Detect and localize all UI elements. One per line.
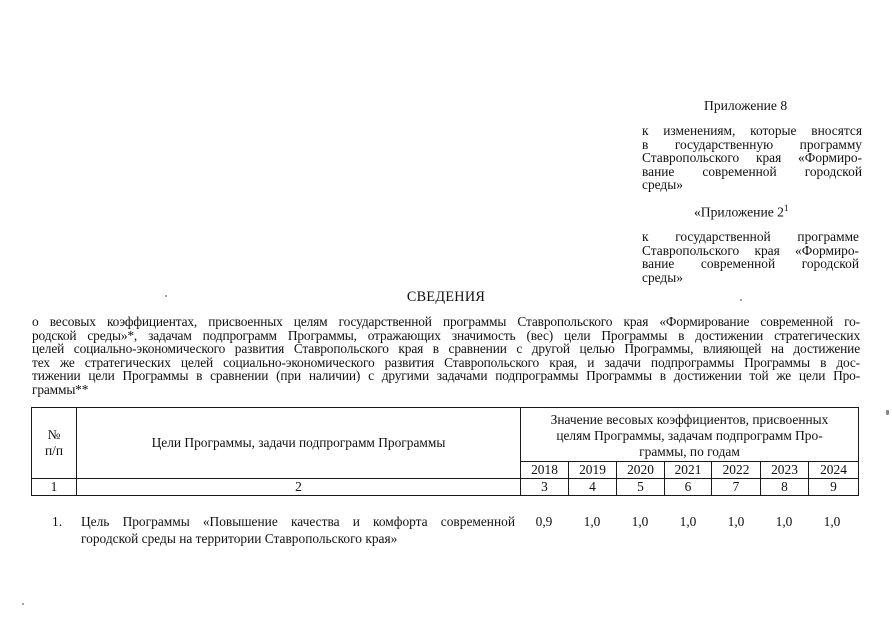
- weights-header-line: целям Программы, задачам подпрограмм Про-: [556, 427, 823, 443]
- intro-line: целей социально-экономического развития Ставропольского края в сравнении с другой целью Программы, влияющей на достижение: [32, 341, 860, 357]
- year-header: 2018: [521, 462, 569, 479]
- amendment-line: к изменениям, которые вносятся: [642, 123, 862, 138]
- weights-table-header: [31, 407, 859, 496]
- row-value-2023: 1,0: [775, 514, 793, 529]
- row-value-2020: 1,0: [631, 514, 649, 529]
- year-header: 2023: [761, 462, 809, 479]
- row-value-2019: 1,0: [583, 514, 601, 529]
- amendment-line: в государственную программу: [642, 136, 862, 152]
- program-reference-line: вание современной городской: [642, 256, 859, 272]
- appendix-title: Приложение 8: [704, 98, 788, 113]
- program-reference-line: среды»: [642, 269, 683, 285]
- scan-speck: [886, 410, 889, 415]
- amendment-reference: [642, 124, 862, 192]
- prior-appendix-superscript: 1: [783, 203, 789, 213]
- row-value-2024: 1,0: [823, 514, 841, 529]
- column-number: 5: [617, 479, 665, 496]
- scan-speck: [165, 295, 167, 297]
- intro-line: тижении цели Программы в сравнении (при наличии) с другими задачами подпрограммы Программы в достижении той же цели Про-: [32, 368, 860, 384]
- scan-speck: [22, 603, 24, 605]
- column-number: 8: [761, 479, 809, 496]
- weights-header-line: граммы, по годам: [639, 443, 740, 459]
- weights-header-line: Значение весовых коэффициентов, присвоенных: [550, 411, 829, 427]
- column-number: 2: [77, 479, 521, 496]
- row-goal-line: Цель Программы «Повышение качества и комфорта современной: [81, 514, 515, 529]
- amendment-line: Ставропольского края «Формиро-: [642, 150, 862, 166]
- prior-appendix-title-text: «Приложение 2: [694, 204, 784, 220]
- column-number: 9: [809, 479, 859, 496]
- intro-line: граммы**: [32, 381, 89, 397]
- column-number: 7: [712, 479, 761, 496]
- row-goal-line: городской среды на территории Ставропольского края»: [81, 530, 398, 546]
- year-header: 2022: [712, 462, 761, 479]
- column-number: 1: [32, 479, 77, 496]
- column-header-weights: [521, 408, 859, 462]
- row-value-2018: 0,9: [535, 514, 553, 529]
- column-header-number-line: п/п: [44, 443, 64, 458]
- scan-speck: [740, 299, 742, 301]
- amendment-line: среды»: [642, 177, 683, 193]
- column-number: 4: [569, 479, 617, 496]
- intro-paragraph: [32, 315, 860, 397]
- program-reference: [642, 230, 859, 284]
- column-header-goals: Цели Программы, задачи подпрограмм Программы: [77, 408, 521, 479]
- prior-appendix-title: [694, 203, 788, 221]
- row-value-2022: 1,0: [727, 514, 745, 529]
- row-goal-text: [81, 514, 515, 547]
- row-value-2021: 1,0: [679, 514, 697, 529]
- column-header-number: [32, 408, 77, 479]
- program-reference-line: к государственной программе: [642, 229, 859, 244]
- year-header: 2019: [569, 462, 617, 479]
- year-header: 2021: [665, 462, 712, 479]
- column-number: 6: [665, 479, 712, 496]
- column-header-number-line: №: [47, 427, 61, 442]
- intro-line: о весовых коэффициентах, присвоенных целям государственной программы Ставропольского края «Формирование современной го-: [32, 314, 860, 329]
- amendment-line: вание современной городской: [642, 163, 862, 179]
- year-header: 2024: [809, 462, 859, 479]
- program-reference-line: Ставропольского края «Формиро-: [642, 242, 859, 258]
- column-number: 3: [521, 479, 569, 496]
- document-title: СВЕДЕНИЯ: [406, 289, 486, 305]
- intro-line: тех же стратегических целей социально-экономического развития Ставропольского края, и задачи подпрограммы Программы в дос-: [32, 354, 860, 370]
- year-header: 2020: [617, 462, 665, 479]
- intro-line: родской среды»*, задачам подпрограмм Программы, отражающих значимость (вес) цели Программы в достижении стратегических: [32, 327, 860, 343]
- row-number: 1.: [52, 514, 63, 529]
